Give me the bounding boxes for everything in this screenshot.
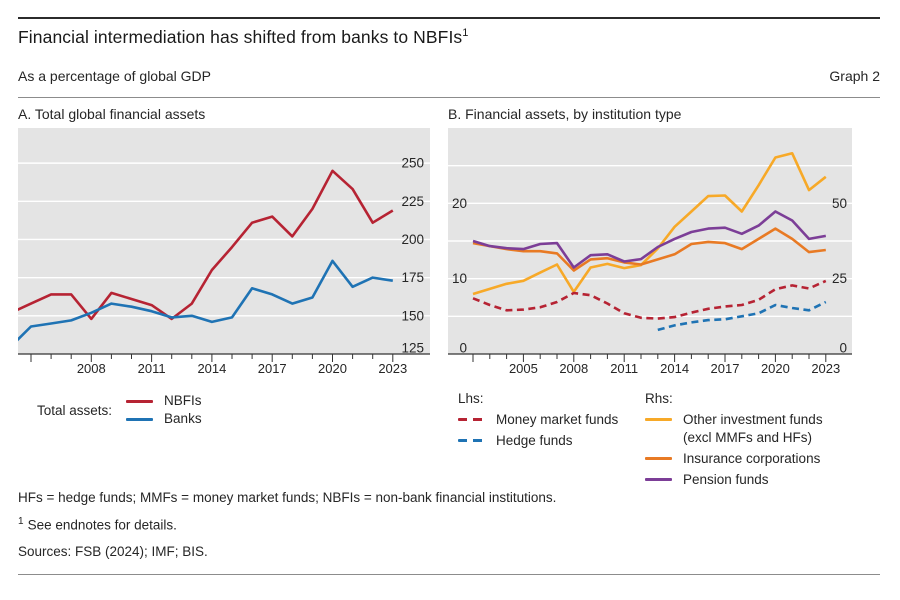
line-swatch-icon	[645, 457, 672, 460]
legend-item-label: Pension funds	[683, 472, 769, 487]
legend-item-money-market-funds	[458, 411, 618, 429]
legend-item-pension-funds	[645, 471, 851, 489]
y-left-tick-label: 20	[451, 195, 467, 211]
y-right-tick-label: 125	[401, 340, 424, 356]
y-right-tick-label: 0	[839, 340, 847, 356]
line-swatch-icon	[645, 478, 672, 481]
legend-item-label: Money market funds	[496, 412, 619, 427]
dashed-line-swatch-icon	[458, 439, 485, 442]
legend-item-label: Hedge funds	[496, 433, 573, 448]
endnote-marker: 1	[18, 516, 24, 527]
x-tick-label: 2023	[378, 361, 408, 374]
y-left-tick-label: 0	[459, 340, 467, 356]
panel-b-legend-lhs	[458, 391, 618, 453]
legend-item-other-investment-funds-excl-mm	[645, 411, 851, 447]
chart-b-svg	[448, 128, 852, 374]
x-tick-label: 2023	[811, 361, 841, 374]
x-tick-label: 2008	[76, 361, 106, 374]
page-title	[18, 27, 469, 48]
y-right-tick-label: 25	[831, 271, 847, 287]
x-tick-label: 2008	[559, 361, 589, 374]
legend-a-items	[126, 392, 228, 428]
legend-a-label: Total assets:	[37, 402, 113, 418]
panel-b-legend-rhs	[645, 391, 851, 492]
y-right-tick-label: 150	[401, 308, 424, 324]
legend-item-nbfis	[126, 392, 202, 410]
y-right-tick-label: 200	[401, 231, 424, 247]
legend-item-label: NBFIs	[164, 393, 202, 408]
legend-item-label: Insurance corporations	[683, 451, 821, 466]
chart-subtitle: As a percentage of global GDP	[18, 68, 212, 84]
endnote-text: See endnotes for details.	[27, 517, 177, 533]
x-tick-label: 2020	[760, 361, 790, 374]
footnote-sources: Sources: FSB (2024); IMF; BIS.	[18, 544, 208, 559]
title-footnote-marker: 1	[462, 27, 469, 40]
x-tick-label: 2017	[710, 361, 740, 374]
footnote-endnote	[18, 516, 177, 533]
y-right-tick-label: 250	[401, 155, 424, 171]
bottom-rule	[18, 574, 880, 575]
page-title-text: Financial intermediation has shifted from banks to NBFIs	[18, 27, 463, 47]
line-swatch-icon	[645, 418, 672, 421]
legend-item-label: Banks	[164, 411, 202, 426]
x-tick-label: 2011	[137, 361, 166, 374]
footnote-abbreviations: HFs = hedge funds; MMFs = money market funds; NBFIs = non-bank financial institutions.	[18, 490, 557, 505]
legend-lhs-heading: Lhs:	[458, 391, 484, 406]
legend-rhs-items	[645, 411, 851, 489]
chart-a-svg	[18, 128, 430, 374]
line-swatch-icon	[126, 400, 153, 403]
panel-a-title: A. Total global financial assets	[18, 106, 206, 122]
y-right-tick-label: 50	[831, 195, 847, 211]
legend-rhs-heading: Rhs:	[645, 391, 673, 406]
panel-b-chart	[448, 128, 852, 379]
x-tick-label: 2014	[660, 361, 690, 374]
dashed-line-swatch-icon	[458, 418, 485, 421]
legend-item-insurance-corporations	[645, 450, 851, 468]
legend-item-label: Other investment funds (excl MMFs and HFs)	[683, 412, 823, 445]
y-right-tick-label: 225	[401, 193, 424, 209]
y-left-tick-label: 10	[451, 271, 467, 287]
x-tick-label: 2014	[197, 361, 227, 374]
top-rule	[18, 17, 880, 19]
legend-lhs-items	[458, 411, 618, 450]
panel-a-chart	[18, 128, 430, 379]
graph-number: Graph 2	[829, 68, 880, 84]
legend-item-banks	[126, 410, 202, 428]
x-tick-label: 2017	[257, 361, 287, 374]
panel-b-title: B. Financial assets, by institution type	[448, 106, 682, 122]
x-tick-label: 2011	[610, 361, 639, 374]
panel-a-legend	[37, 392, 228, 428]
x-tick-label: 2020	[318, 361, 347, 374]
line-swatch-icon	[126, 418, 153, 421]
y-right-tick-label: 175	[401, 270, 424, 286]
header-divider	[18, 97, 880, 98]
x-tick-label: 2005	[508, 361, 538, 374]
legend-item-hedge-funds	[458, 432, 618, 450]
